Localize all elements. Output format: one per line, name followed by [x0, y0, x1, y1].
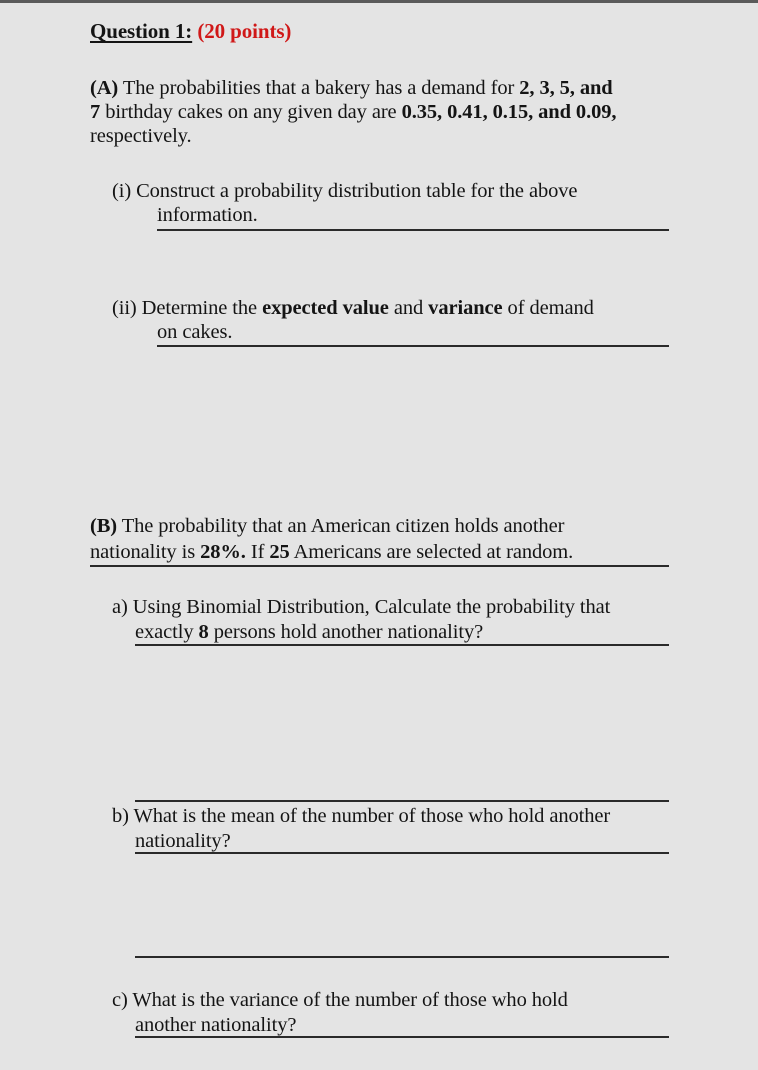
answer-line-i: [157, 229, 669, 231]
question-points: (20 points): [197, 19, 292, 43]
part-b-underline: [90, 565, 669, 567]
part-b-text-end: Americans are selected at random.: [293, 541, 574, 563]
answer-line-b: [135, 852, 669, 854]
sub-a-count: 8: [198, 621, 209, 643]
sub-b-line-1: b) What is the mean of the number of those who hold another: [112, 805, 611, 827]
sub-a-text-end: persons hold another nationality?: [213, 621, 484, 643]
question-title: [90, 19, 291, 43]
part-a-line-3: respectively.: [90, 125, 192, 147]
part-a-text-2: birthday cakes on any given day are: [105, 101, 397, 123]
part-a-demand-values: 2, 3, 5, and: [519, 77, 613, 99]
part-b-text-pre: nationality is: [90, 541, 196, 563]
sub-a-line-2: [135, 620, 483, 644]
part-a-demand-last: 7: [90, 101, 101, 123]
sub-ii-and: and: [393, 297, 424, 319]
sub-ii-line-1: [112, 296, 594, 320]
sub-a-exactly: exactly: [135, 621, 194, 643]
answer-line-a: [135, 644, 669, 646]
sub-b-line-2: nationality?: [135, 830, 231, 852]
sub-ii-text-end: of demand: [507, 297, 594, 319]
part-a-tag: (A): [90, 77, 119, 99]
sub-c-line-2: another nationality?: [135, 1014, 297, 1036]
part-a-probabilities: 0.35, 0.41, 0.15, and 0.09: [401, 101, 612, 123]
part-b-tag: (B): [90, 515, 118, 537]
part-a-line-2: [90, 100, 616, 124]
answer-line-c: [135, 1036, 669, 1038]
sub-ii-expected-value: expected value: [262, 297, 389, 319]
separator-line-a: [135, 800, 669, 802]
separator-line-b: [135, 956, 669, 958]
part-b-line-1: [90, 514, 564, 538]
sub-a-line-1: a) Using Binomial Distribution, Calculate the probability that: [112, 596, 611, 618]
part-a-text: The probabilities that a bakery has a demand for: [122, 77, 515, 99]
sub-i-line-1: (i) Construct a probability distribution table for the above: [112, 180, 578, 202]
sub-ii-line-2: on cakes.: [157, 321, 233, 343]
sub-ii-text-pre: (ii) Determine the: [112, 297, 258, 319]
part-a-line-1: [90, 76, 613, 100]
sub-i-line-2: information.: [157, 204, 258, 226]
answer-line-ii: [157, 345, 669, 347]
question-label: Question 1:: [90, 19, 193, 43]
sub-c-line-1: c) What is the variance of the number of those who hold: [112, 989, 568, 1011]
sub-ii-variance: variance: [428, 297, 503, 319]
part-b-line-2: [90, 540, 573, 564]
part-b-percentage: 28%.: [200, 541, 246, 563]
part-b-if: If: [250, 541, 265, 563]
part-b-sample-size: 25: [269, 541, 290, 563]
part-a-comma: ,: [611, 101, 617, 123]
part-b-text: The probability that an American citizen holds another: [121, 515, 565, 537]
